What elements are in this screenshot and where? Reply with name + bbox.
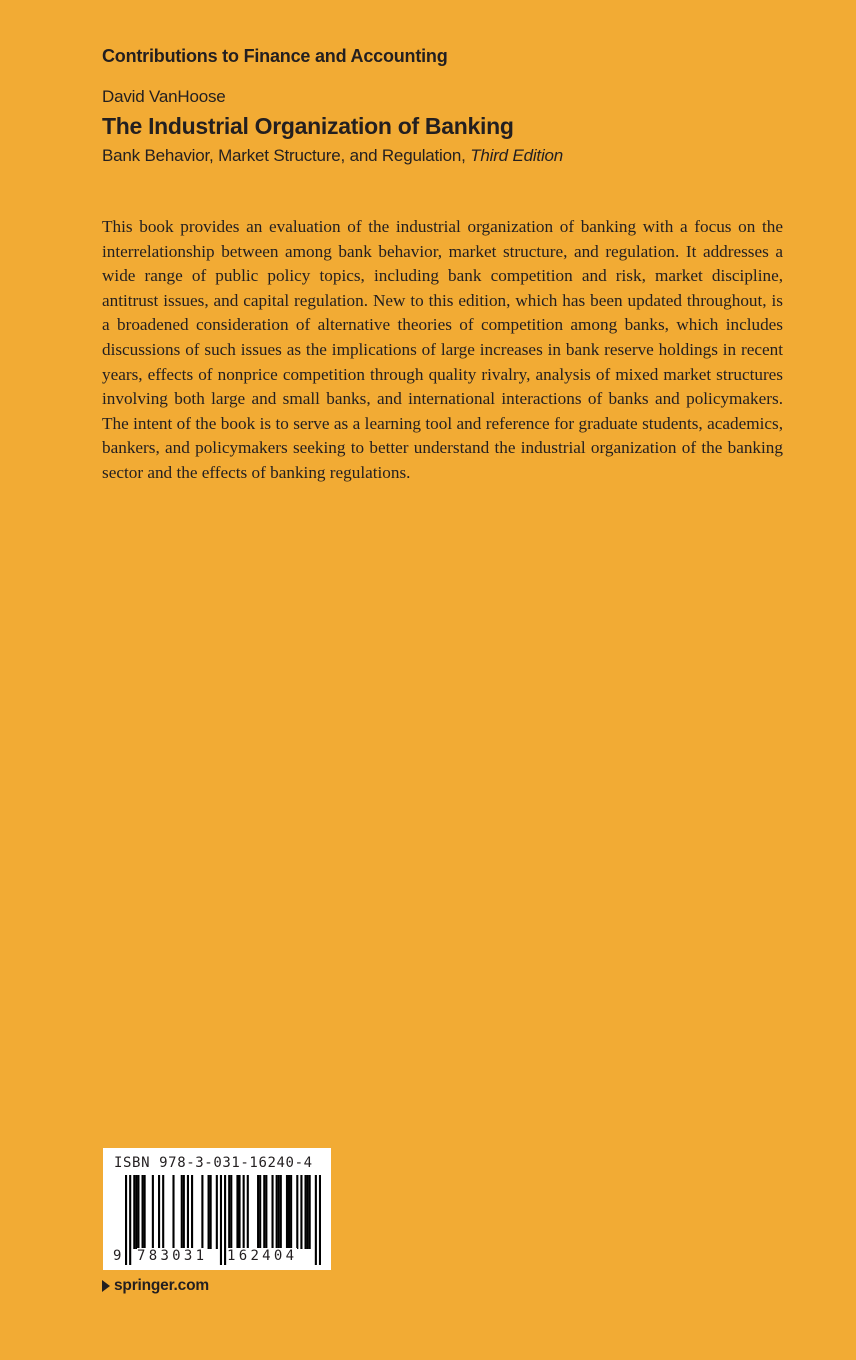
barcode-bar [280,1175,282,1249]
barcode-right-digits: 162404 [227,1248,298,1264]
series-name: Contributions to Finance and Accounting [102,46,448,66]
book-subtitle [102,146,563,166]
barcode-bar [247,1175,249,1249]
barcode-bar [296,1175,298,1249]
barcode-bar [278,1175,280,1249]
barcode-bar [230,1175,232,1249]
barcode-bar [133,1175,135,1249]
book-title: The Industrial Organization of Banking [102,113,514,139]
barcode-bar [315,1175,317,1265]
barcode-bar [142,1175,144,1249]
subtitle-text: Bank Behavior, Market Structure, and Regulation, [102,146,466,165]
barcode-bar [191,1175,193,1249]
barcode-bar [152,1175,154,1249]
barcode-bar [144,1175,146,1249]
barcode-bar [201,1175,203,1249]
barcode-left-digits: 783031 [137,1248,208,1264]
barcode-first-digit: 9 [113,1248,122,1264]
barcode-bar [243,1175,245,1249]
barcode-bar [307,1175,309,1249]
barcode-bar [271,1175,273,1249]
barcode-bar [286,1175,288,1249]
author-name: David VanHoose [102,87,226,106]
barcode-bar [259,1175,261,1249]
barcode-bar [265,1175,267,1249]
barcode-bar [257,1175,259,1249]
barcode-box [103,1148,331,1270]
barcode-bar [228,1175,230,1249]
barcode-bar [181,1175,183,1249]
barcode-bar [290,1175,292,1249]
barcode-bar [238,1175,240,1249]
arrow-icon [102,1280,110,1292]
barcode-bar [304,1175,306,1249]
barcode-bar [319,1175,321,1265]
barcode-bar [135,1175,137,1249]
barcode-bar [216,1175,218,1249]
isbn-label: ISBN 978-3-031-16240-4 [114,1155,313,1171]
publisher-website[interactable] [102,1277,209,1295]
barcode-bar [187,1175,189,1249]
barcode-bar [137,1175,139,1249]
barcode-bar [224,1175,226,1265]
barcode-bar [162,1175,164,1249]
barcode-bar [288,1175,290,1249]
barcode-bar [263,1175,265,1249]
barcode-bar [220,1175,222,1265]
barcode-bar [300,1175,302,1249]
edition-text: Third Edition [470,146,564,165]
barcode-bar [125,1175,127,1265]
barcode-bar [183,1175,185,1249]
barcode-bar [309,1175,311,1249]
website-label: springer.com [114,1277,209,1294]
barcode-bar [210,1175,212,1249]
barcode-bar [236,1175,238,1249]
barcode-bar [129,1175,131,1265]
barcode-bar [208,1175,210,1249]
barcode-bar [172,1175,174,1249]
book-description: This book provides an evaluation of the industrial organization of banking with a focus on the interrelationship between among bank behavior, market structure, and regulation. It addresses a wide range of public policy topics, including bank competition and risk, market discipline, antitrust issues, and capital regulation. New to this edition, which has been updated throughout, is a broadened consideration of alternative theories of competition among banks, which includes discussions of such issues as the implications of large increases in bank reserve holdings in recent years, effects of nonprice competition through quality rivalry, analysis of mixed market structures involving both large and small banks, and international interactions of banks and policymakers. The intent of the book is to serve as a learning tool and reference for graduate students, academics, bankers, and policymakers seeking to better understand the industrial organization of the banking sector and the effects of banking regulations. [102,217,783,482]
barcode-bar [276,1175,278,1249]
barcode-bar [158,1175,160,1249]
